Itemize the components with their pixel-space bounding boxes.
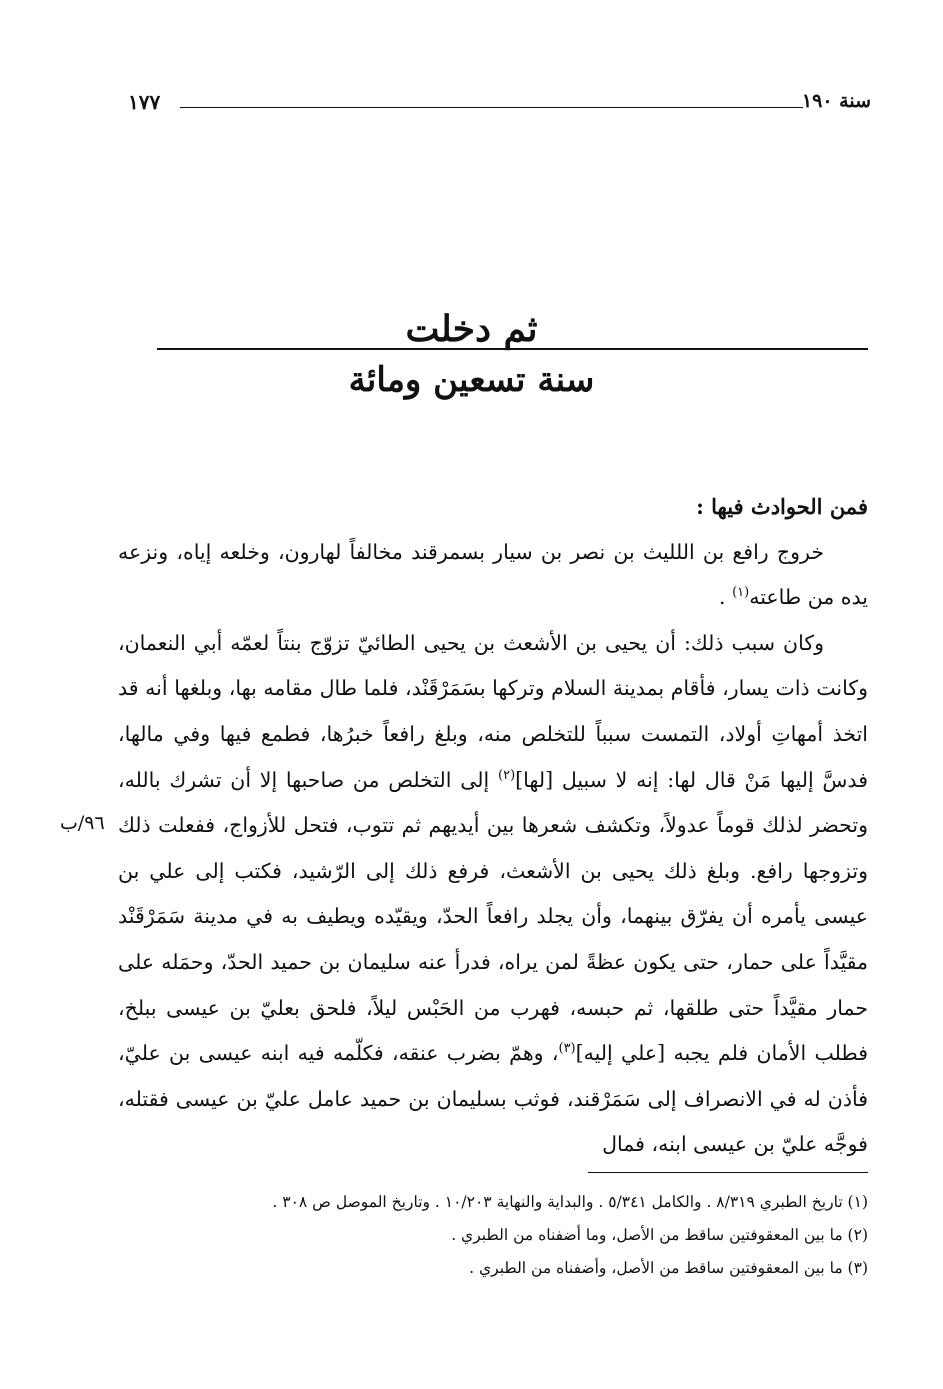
body-text [118,484,868,1168]
title-rule [157,348,868,350]
paragraph-2-tail: ، وهمّ بضرب عنقه، فكلّمه فيه ابنه عيسى بن عليّ، فأذن له في الانصراف إلى سَمَرْقند، فوثب بسليمان بن حميد عامل عليّ بن عيسى فقتله، فوجَّه عليّ بن عيسى ابنه، فمال [118,1041,868,1157]
paragraph-1-tail: . [719,585,733,610]
paragraph-2-text: وكان سبب ذلك: أن يحيى بن الأشعث بن يحيى الطائيّ تزوّج بنتاً لعمّه أبي النعمان، وكانت ذات يسار، فأقام بمدينة السلام وتركها بسَمَرْقَنْد، فلما طال مقامه بها، وبلغها أنه قد اتخذ أمهاتِ أولاد، التمست سبباً للتخلص منه، وبلغ رافعاً خبرُها، فطمع فيها وفي مالها، فدسَّ إليها مَنْ قال لها: إنه لا سبيل [لها] [118,630,868,792]
footnote-1: (١) تاريخ الطبري ٨/٣١٩ . والكامل ٥/٣٤١ . والبداية والنهاية ١٠/٢٠٣ . وتاريخ الموصل ص ٣٠٨ . [272,1193,868,1211]
page-number: ١٧٧ [128,90,161,114]
footnote-ref-2[interactable]: (٢) [498,767,516,783]
footnote-ref-3[interactable]: (٣) [558,1041,576,1057]
header-rule [180,107,803,108]
footnote-rule [588,1172,868,1173]
running-head-year: سنة ١٩٠ [801,90,871,112]
footnote-3: (٣) ما بين المعقوفتين ساقط من الأصل، وأضفناه من الطبري . [469,1259,868,1277]
paragraph-1 [118,530,868,621]
manuscript-folio-note: ٩٦/ب [60,812,105,834]
chapter-title-line1: ثم دخلت [405,308,538,350]
paragraph-2 [118,621,868,1168]
footnote-2: (٢) ما بين المعقوفتين ساقط من الأصل، وما أضفناه من الطبري . [451,1226,868,1244]
section-heading: فمن الحوادث فيها : [696,494,868,519]
chapter-title-line2: سنة تسعين ومائة [348,360,595,400]
paragraph-2-middle: إلى التخلص من صاحبها إلا أن تشرك بالله، وتحضر لذلك قوماً عدولاً، وتكشف شعرها بين أيديهم ثم تتوب، فتحل للأزواج، ففعلت ذلك وتزوجها رافع. وبلغ ذلك يحيى بن الأشعث، فرفع ذلك إلى الرّشيد، فكتب إلى علي بن عيسى يأمره أن يفرّق بينهما، وأن يجلد رافعاً الحدّ، ويقيّده ويطيف به في مدينة سَمَرْقَنْد مقيَّداً على حمار، حتى يكون عظةً لمن يراه، فدرأ عنه سليمان بن حميد الحدّ، وحمَله على حمار مقيَّداً حتى طلقها، ثم حبسه، فهرب من الحَبْس ليلاً، فلحق بعليّ بن عيسى ببلخ، فطلب الأمان فلم يجبه [علي إليه] [118,767,868,1066]
footnote-ref-1[interactable]: (١) [732,585,750,601]
paragraph-1-text: خروج رافع بن اللليث بن نصر بن سيار بسمرقند مخالفاً لهارون، وخلعه إياه، ونزعه يده من طاعته [118,539,868,610]
footnotes [118,1186,868,1285]
